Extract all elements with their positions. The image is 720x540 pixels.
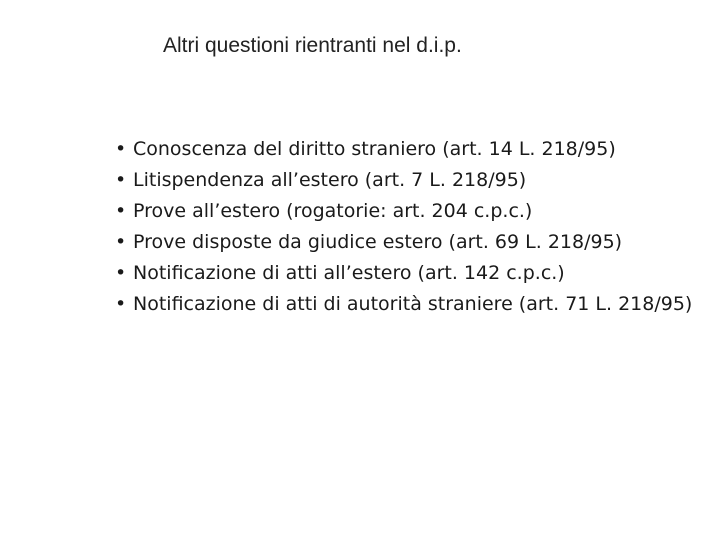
list-item-text: Litispendenza all’estero (art. 7 L. 218/95) [133, 169, 527, 191]
list-item-text: Prove disposte da giudice estero (art. 69 L. 218/95) [133, 231, 623, 253]
list-item-text: Notificazione di atti di autorità straniere (art. 71 L. 218/95) [133, 293, 693, 315]
list-item [113, 165, 703, 196]
bullet-dot-icon: • [115, 200, 127, 222]
list-item [113, 196, 703, 227]
bullet-dot-icon: • [115, 231, 127, 253]
list-item-text: Conoscenza del diritto straniero (art. 14 L. 218/95) [133, 138, 616, 160]
list-item [113, 134, 703, 165]
list-item [113, 227, 703, 258]
slide-title: Altri questioni rientranti nel d.i.p. [163, 34, 462, 57]
bullet-dot-icon: • [115, 169, 127, 191]
bullet-dot-icon: • [115, 138, 127, 160]
list-item-text: Notificazione di atti all’estero (art. 142 c.p.c.) [133, 262, 565, 284]
list-item [113, 289, 703, 320]
bullet-list [113, 134, 703, 320]
list-item-text: Prove all’estero (rogatorie: art. 204 c.p.c.) [133, 200, 533, 222]
list-item [113, 258, 703, 289]
bullet-dot-icon: • [115, 262, 127, 284]
bullet-dot-icon: • [115, 293, 127, 315]
